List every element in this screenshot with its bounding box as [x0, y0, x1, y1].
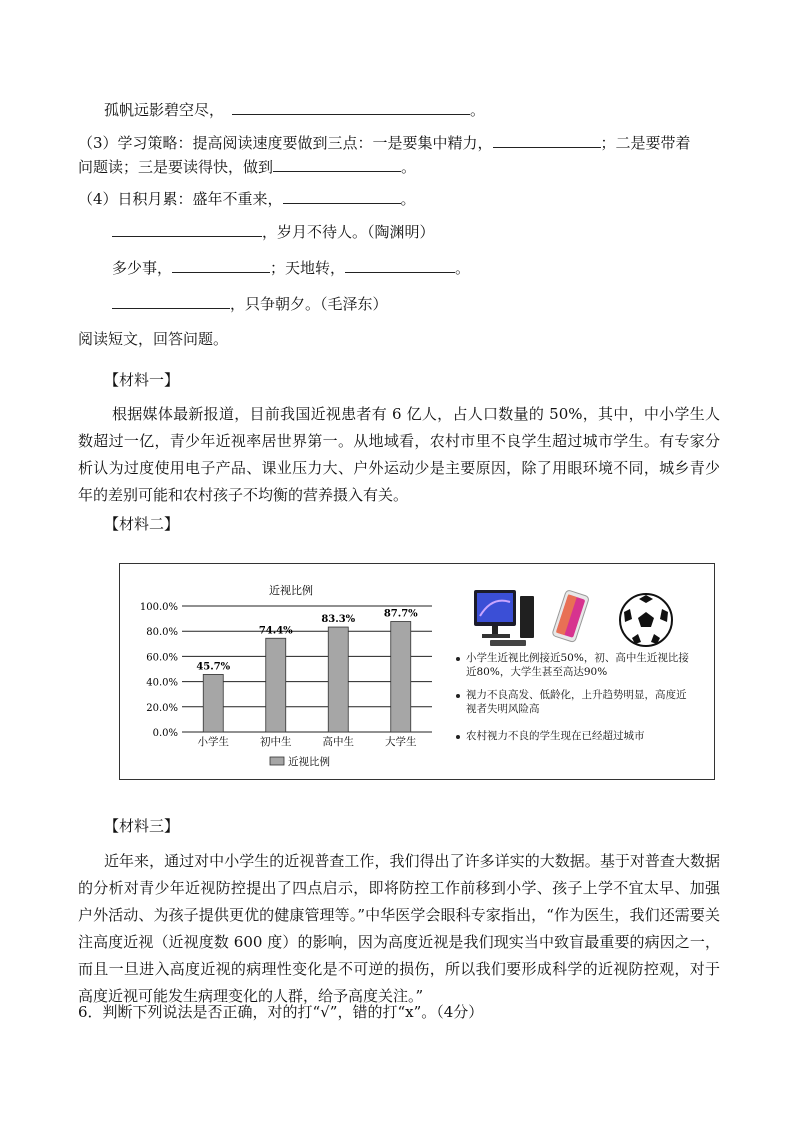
- x-tick-label: 初中生: [260, 736, 292, 748]
- myopia-infographic: [119, 563, 715, 780]
- bar: [391, 621, 411, 732]
- q4-line-2: ，岁月不待人。（陶渊明）: [112, 220, 435, 242]
- answer-blank[interactable]: [172, 256, 270, 273]
- note-item: 小学生近视比例接近50%，初、高中生近视比接近80%，大学生甚至高达90%: [456, 651, 691, 679]
- icon-row: [470, 586, 710, 656]
- y-tick-label: 0.0%: [152, 728, 178, 739]
- bullet-icon: [456, 657, 460, 661]
- y-tick-label: 20.0%: [146, 702, 178, 714]
- q4-line-4: ，只争朝夕。（毛泽东）: [112, 292, 388, 314]
- data-label: 87.7%: [383, 608, 418, 620]
- y-tick-label: 80.0%: [146, 627, 178, 639]
- answer-blank[interactable]: [493, 131, 601, 148]
- q3-line-2: 问题读；三是要读得快，做到 。: [78, 155, 416, 177]
- bar: [266, 638, 286, 732]
- y-tick-label: 100.0%: [139, 602, 178, 613]
- data-label: 83.3%: [321, 614, 356, 626]
- legend-swatch: [270, 757, 284, 765]
- poem-line-1: 孤帆远影碧空尽， 。: [104, 98, 485, 120]
- bar: [203, 674, 223, 732]
- q4-line-3: 多少事， ；天地转， 。: [112, 256, 470, 278]
- chart-title: 近视比例: [269, 584, 313, 597]
- answer-blank[interactable]: [112, 292, 230, 309]
- x-tick-label: 大学生: [385, 736, 417, 748]
- answer-blank[interactable]: [283, 187, 401, 204]
- material2-title: 【材料二】: [104, 515, 180, 533]
- material1-title: 【材料一】: [104, 371, 180, 389]
- data-label: 74.4%: [258, 625, 293, 637]
- computer-icon: [474, 590, 534, 646]
- legend-label: 近视比例: [288, 756, 330, 768]
- x-tick-label: 高中生: [322, 736, 354, 748]
- answer-blank[interactable]: [273, 155, 401, 172]
- reading-instruction: 阅读短文，回答问题。: [78, 330, 229, 348]
- answer-blank[interactable]: [112, 220, 262, 237]
- material3-title: 【材料三】: [104, 817, 180, 835]
- y-tick-label: 40.0%: [146, 677, 178, 689]
- question-6: 6．判断下列说法是否正确，对的打“√”，错的打“x”。（4分）: [78, 1003, 484, 1021]
- y-tick-label: 60.0%: [146, 652, 178, 664]
- bullet-icon: [456, 694, 460, 698]
- q4-line-1: （4）日积月累：盛年不重来， 。: [78, 187, 416, 209]
- q3-line-1: （3）学习策略：提高阅读速度要做到三点：一是要集中精力， ；二是要带着: [78, 131, 691, 153]
- note-item: 农村视力不良的学生现在已经超过城市: [456, 729, 691, 743]
- smartphone-icon: [552, 590, 590, 643]
- answer-blank[interactable]: [345, 256, 455, 273]
- material1-text: 根据媒体最新报道，目前我国近视患者有 6 亿人，占人口数量的 50%，其中，中小学生人数超过一亿，青少年近视率居世界第一。从地域看，农村市里不良学生超过城市学生。有专家分析认为过度使用电子产品、课业压力大、户外运动少是主要原因，除了用眼环境不同，城乡青少年的差别可能和农村孩子不均衡的营养摄入有关。: [78, 405, 720, 504]
- x-tick-label: 小学生: [197, 736, 229, 748]
- bullet-icon: [456, 735, 460, 739]
- soccer-ball-icon: [620, 594, 672, 646]
- material3-text: 近年来，通过对中小学生的近视普查工作，我们得出了许多详实的大数据。基于对普查大数据的分析对青少年近视防控提出了四点启示，即将防控工作前移到小学、孩子上学不宜太早、加强户外活动、为孩子提供更优的健康管理等。”中华医学会眼科专家指出，“作为医生，我们还需要关注高度近视（近视度数 600 度）的影响，因为高度近视是我们现实当中致盲最重要的病因之一，而且一旦进入高度近视的病理性变化是不可逆的损伤，所以我们要形成科学的近视防控观，对于高度近视可能发生病理变化的人群，给予高度关注。”: [78, 852, 720, 1005]
- data-label: 45.7%: [196, 661, 231, 673]
- bar: [328, 627, 348, 732]
- answer-blank[interactable]: [232, 98, 470, 115]
- note-item: 视力不良高发、低龄化，上升趋势明显，高度近视者失明风险高: [456, 688, 691, 716]
